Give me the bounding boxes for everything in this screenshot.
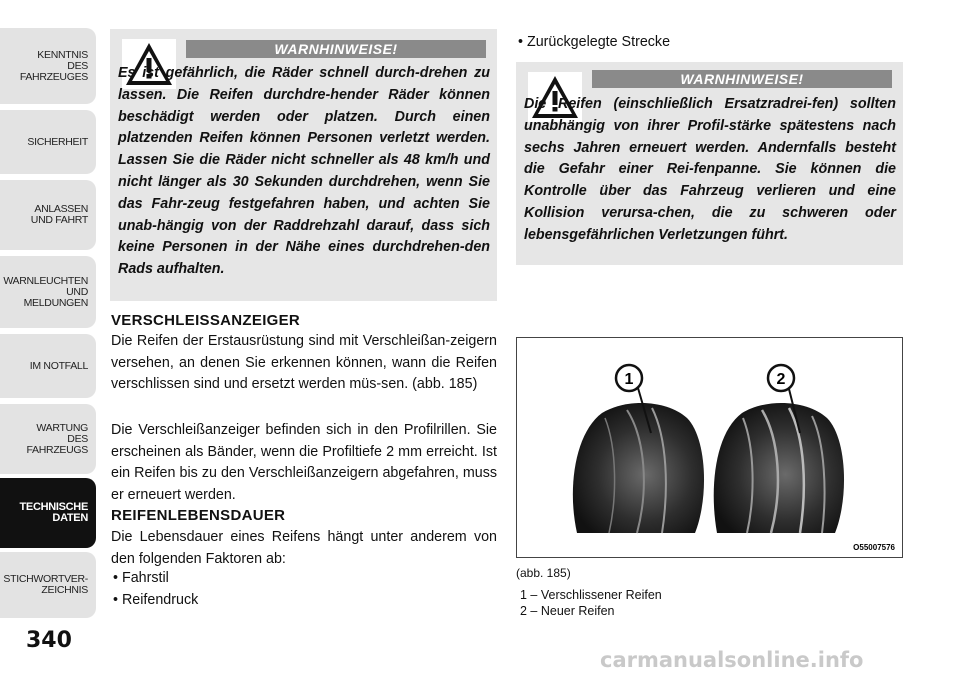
paragraph: Die Verschleißanzeiger befinden sich in den Profilrillen. Sie erscheinen als Bänder, wenn die Profiltiefe 2 mm erreicht. Ist ein Reifen bis zu den Verschleißanzeigern abgefahren, muss er erneuert werden. bbox=[111, 422, 497, 503]
tab-label: UND FAHRT bbox=[30, 214, 88, 226]
tab-label: ZEICHNIS bbox=[41, 584, 88, 596]
tab-label: KENNTNIS bbox=[37, 48, 88, 61]
tab-technische-daten[interactable] bbox=[0, 478, 96, 548]
section-heading: REIFENLEBENSDAUER bbox=[111, 507, 286, 524]
tab-label: DES bbox=[67, 59, 88, 72]
list-item: • Fahrstil bbox=[113, 570, 169, 586]
watermark: carmanualsonline.info bbox=[600, 648, 864, 672]
tab-label: FAHRZEUGS bbox=[26, 443, 88, 456]
tab-label: WARTUNG bbox=[36, 421, 88, 434]
warning-title: WARNHINWEISE! bbox=[186, 40, 486, 58]
warning-text: Es ist gefährlich, die Räder schnell durch-drehen zu lassen. Die Reifen durchdre-hender Räder können beschädigt werden oder platzen. Durch einen platzenden Reifen können Personen verletzt werden. Lassen Sie die Räder nicht schneller als 48 km/h und nicht länger als 30 Sekunden durchdrehen, wenn Sie das Fahr-zeug festgefahren haben, und achten Sie unab-hängig von der Raddrehzahl darauf, dass sich keine Personen in der Nähe eines durchdrehen-den Rads aufhalten. bbox=[118, 65, 490, 278]
tab-label: WARNLEUCHTEN bbox=[3, 274, 88, 287]
tab-kenntnis-des-fahrzeuges[interactable] bbox=[0, 28, 96, 104]
tab-label: MELDUNGEN bbox=[23, 296, 88, 309]
tab-label: FAHRZEUGES bbox=[19, 70, 88, 83]
list-item: • Reifendruck bbox=[113, 592, 199, 608]
tab-label: TECHNISCHE bbox=[19, 501, 88, 513]
tab-label: UND bbox=[66, 285, 88, 298]
tab-wartung-des-fahrzeugs[interactable] bbox=[0, 404, 96, 474]
tab-label: STICHWORTVER- bbox=[3, 573, 88, 585]
legend-item: 2 – Neuer Reifen bbox=[520, 604, 615, 618]
warning-box-left bbox=[110, 29, 497, 301]
figure-code: O55007576 bbox=[853, 543, 895, 552]
legend-item: 1 – Verschlissener Reifen bbox=[520, 588, 662, 602]
new-tire bbox=[714, 403, 844, 533]
tab-label: DES bbox=[67, 432, 88, 445]
tab-stichwortverzeichnis[interactable] bbox=[0, 552, 96, 618]
list-item: • Zurückgelegte Strecke bbox=[518, 34, 671, 50]
tab-label: ANLASSEN bbox=[34, 203, 88, 215]
svg-text:2: 2 bbox=[776, 371, 786, 388]
worn-tire bbox=[573, 403, 704, 533]
tab-sicherheit[interactable] bbox=[0, 110, 96, 174]
tab-im-notfall[interactable] bbox=[0, 334, 96, 398]
tab-anlassen-und-fahrt[interactable] bbox=[0, 180, 96, 250]
tire-figure bbox=[516, 337, 903, 558]
tire-illustration bbox=[517, 338, 902, 557]
svg-text:1: 1 bbox=[624, 371, 634, 388]
paragraph: Die Lebensdauer eines Reifens hängt unter anderem von den folgenden Faktoren ab: bbox=[111, 529, 497, 567]
warning-title: WARNHINWEISE! bbox=[592, 70, 892, 88]
paragraph: Die Reifen der Erstausrüstung sind mit Verschleißan-zeigern versehen, an denen Sie erkennen können, wann die Reifen verschlissen sind und ersetzt werden müs-sen. (abb. 185) bbox=[111, 333, 497, 392]
tab-label: DATEN bbox=[52, 512, 88, 524]
tab-warnleuchten[interactable] bbox=[0, 256, 96, 328]
tab-label: IM NOTFALL bbox=[29, 359, 88, 372]
warning-text: Die Reifen (einschließlich Ersatzradrei-fen) sollten unabhängig von ihrer Profil-stärke spätestens nach sechs Jahren erneuert werden. Andernfalls besteht die Gefahr einer Rei-fenpanne. Sie können die Kontrolle über das Fahrzeug verlieren und eine Kollision verursa-chen, die zu schweren oder lebensgefährlichen Verletzungen führt. bbox=[524, 96, 896, 243]
warning-box-right bbox=[516, 62, 903, 265]
section-heading: VERSCHLEISSANZEIGER bbox=[111, 312, 301, 329]
figure-caption: (abb. 185) bbox=[516, 566, 571, 580]
page-number: 340 bbox=[26, 628, 72, 653]
tab-label: SICHERHEIT bbox=[27, 135, 88, 148]
